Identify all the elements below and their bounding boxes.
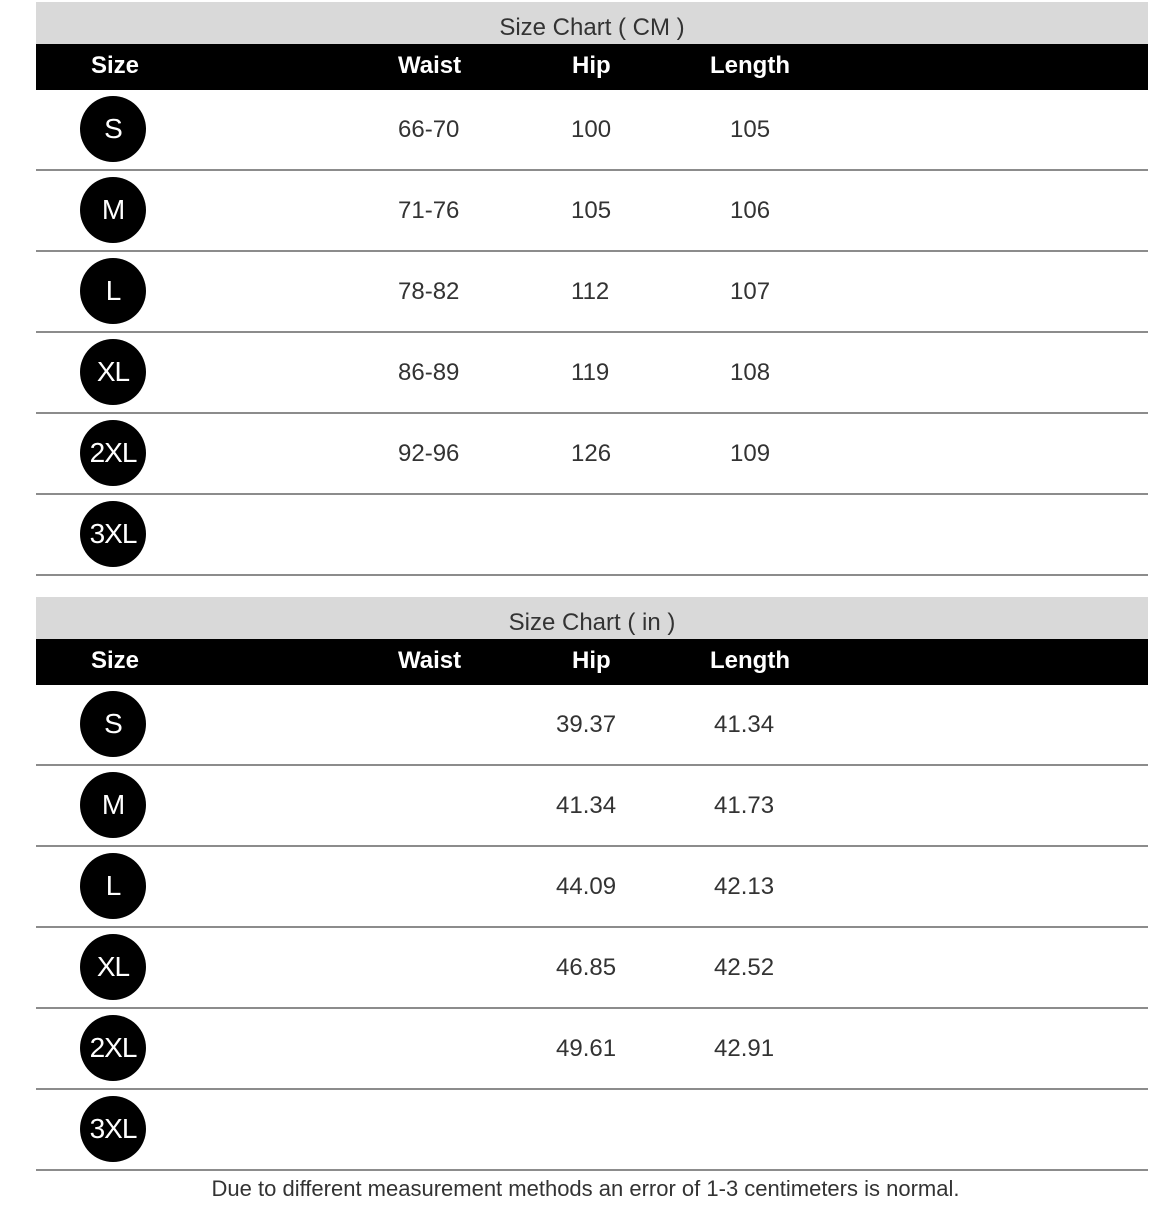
size-badge: 3XL bbox=[80, 1096, 146, 1162]
hip-value: 105 bbox=[571, 197, 612, 224]
length-value: 107 bbox=[730, 278, 771, 305]
table-row bbox=[36, 1009, 1148, 1090]
table-row bbox=[36, 333, 1148, 414]
measurement-note: Due to different measurement methods an error of 1-3 centimeters is normal. bbox=[211, 1176, 960, 1201]
size-badge: XL bbox=[80, 934, 146, 1000]
waist-value: 86-89 bbox=[398, 359, 460, 386]
hip-value: 49.61 bbox=[556, 1035, 617, 1062]
size-badge: 2XL bbox=[80, 1015, 146, 1081]
waist-value: 66-70 bbox=[398, 116, 460, 143]
header-hip: Hip bbox=[572, 52, 611, 79]
header-waist: Waist bbox=[398, 52, 462, 79]
length-value: 41.34 bbox=[714, 711, 775, 738]
table-header bbox=[36, 639, 1148, 685]
length-value: 41.73 bbox=[714, 792, 775, 819]
size-badge: 3XL bbox=[80, 501, 146, 567]
size-chart-inch bbox=[36, 597, 1148, 1171]
length-value: 108 bbox=[730, 359, 771, 386]
table-row bbox=[36, 685, 1148, 766]
chart-title: Size Chart ( CM ) bbox=[36, 2, 1148, 44]
header-size: Size bbox=[91, 647, 140, 674]
hip-value: 46.85 bbox=[556, 954, 617, 981]
length-value: 109 bbox=[730, 440, 771, 467]
table-row bbox=[36, 252, 1148, 333]
table-row bbox=[36, 1090, 1148, 1171]
table-row bbox=[36, 766, 1148, 847]
header-length: Length bbox=[710, 647, 790, 674]
chart-title: Size Chart ( in ) bbox=[36, 597, 1148, 639]
length-value: 105 bbox=[730, 116, 771, 143]
header-hip: Hip bbox=[572, 647, 611, 674]
hip-value: 39.37 bbox=[556, 711, 617, 738]
size-badge: M bbox=[80, 177, 146, 243]
size-badge: L bbox=[80, 258, 146, 324]
hip-value: 100 bbox=[571, 116, 612, 143]
size-badge: S bbox=[80, 691, 146, 757]
hip-value: 44.09 bbox=[556, 873, 617, 900]
header-waist: Waist bbox=[398, 647, 462, 674]
size-badge: M bbox=[80, 772, 146, 838]
header-length: Length bbox=[710, 52, 790, 79]
length-value: 42.91 bbox=[714, 1035, 775, 1062]
table-header bbox=[36, 44, 1148, 90]
hip-value: 119 bbox=[571, 359, 610, 386]
waist-value: 92-96 bbox=[398, 440, 460, 467]
table-row bbox=[36, 171, 1148, 252]
table-row bbox=[36, 414, 1148, 495]
hip-value: 126 bbox=[571, 440, 612, 467]
hip-value: 112 bbox=[571, 278, 610, 305]
waist-value: 71-76 bbox=[398, 197, 460, 224]
length-value: 42.52 bbox=[714, 954, 775, 981]
size-chart-cm bbox=[36, 2, 1148, 576]
size-badge: XL bbox=[80, 339, 146, 405]
hip-value: 41.34 bbox=[556, 792, 617, 819]
table-row bbox=[36, 495, 1148, 576]
table-row bbox=[36, 847, 1148, 928]
waist-value: 78-82 bbox=[398, 278, 460, 305]
length-value: 42.13 bbox=[714, 873, 775, 900]
size-badge: 2XL bbox=[80, 420, 146, 486]
table-row bbox=[36, 90, 1148, 171]
size-badge: L bbox=[80, 853, 146, 919]
size-badge: S bbox=[80, 96, 146, 162]
header-size: Size bbox=[91, 52, 140, 79]
table-row bbox=[36, 928, 1148, 1009]
length-value: 106 bbox=[730, 197, 771, 224]
